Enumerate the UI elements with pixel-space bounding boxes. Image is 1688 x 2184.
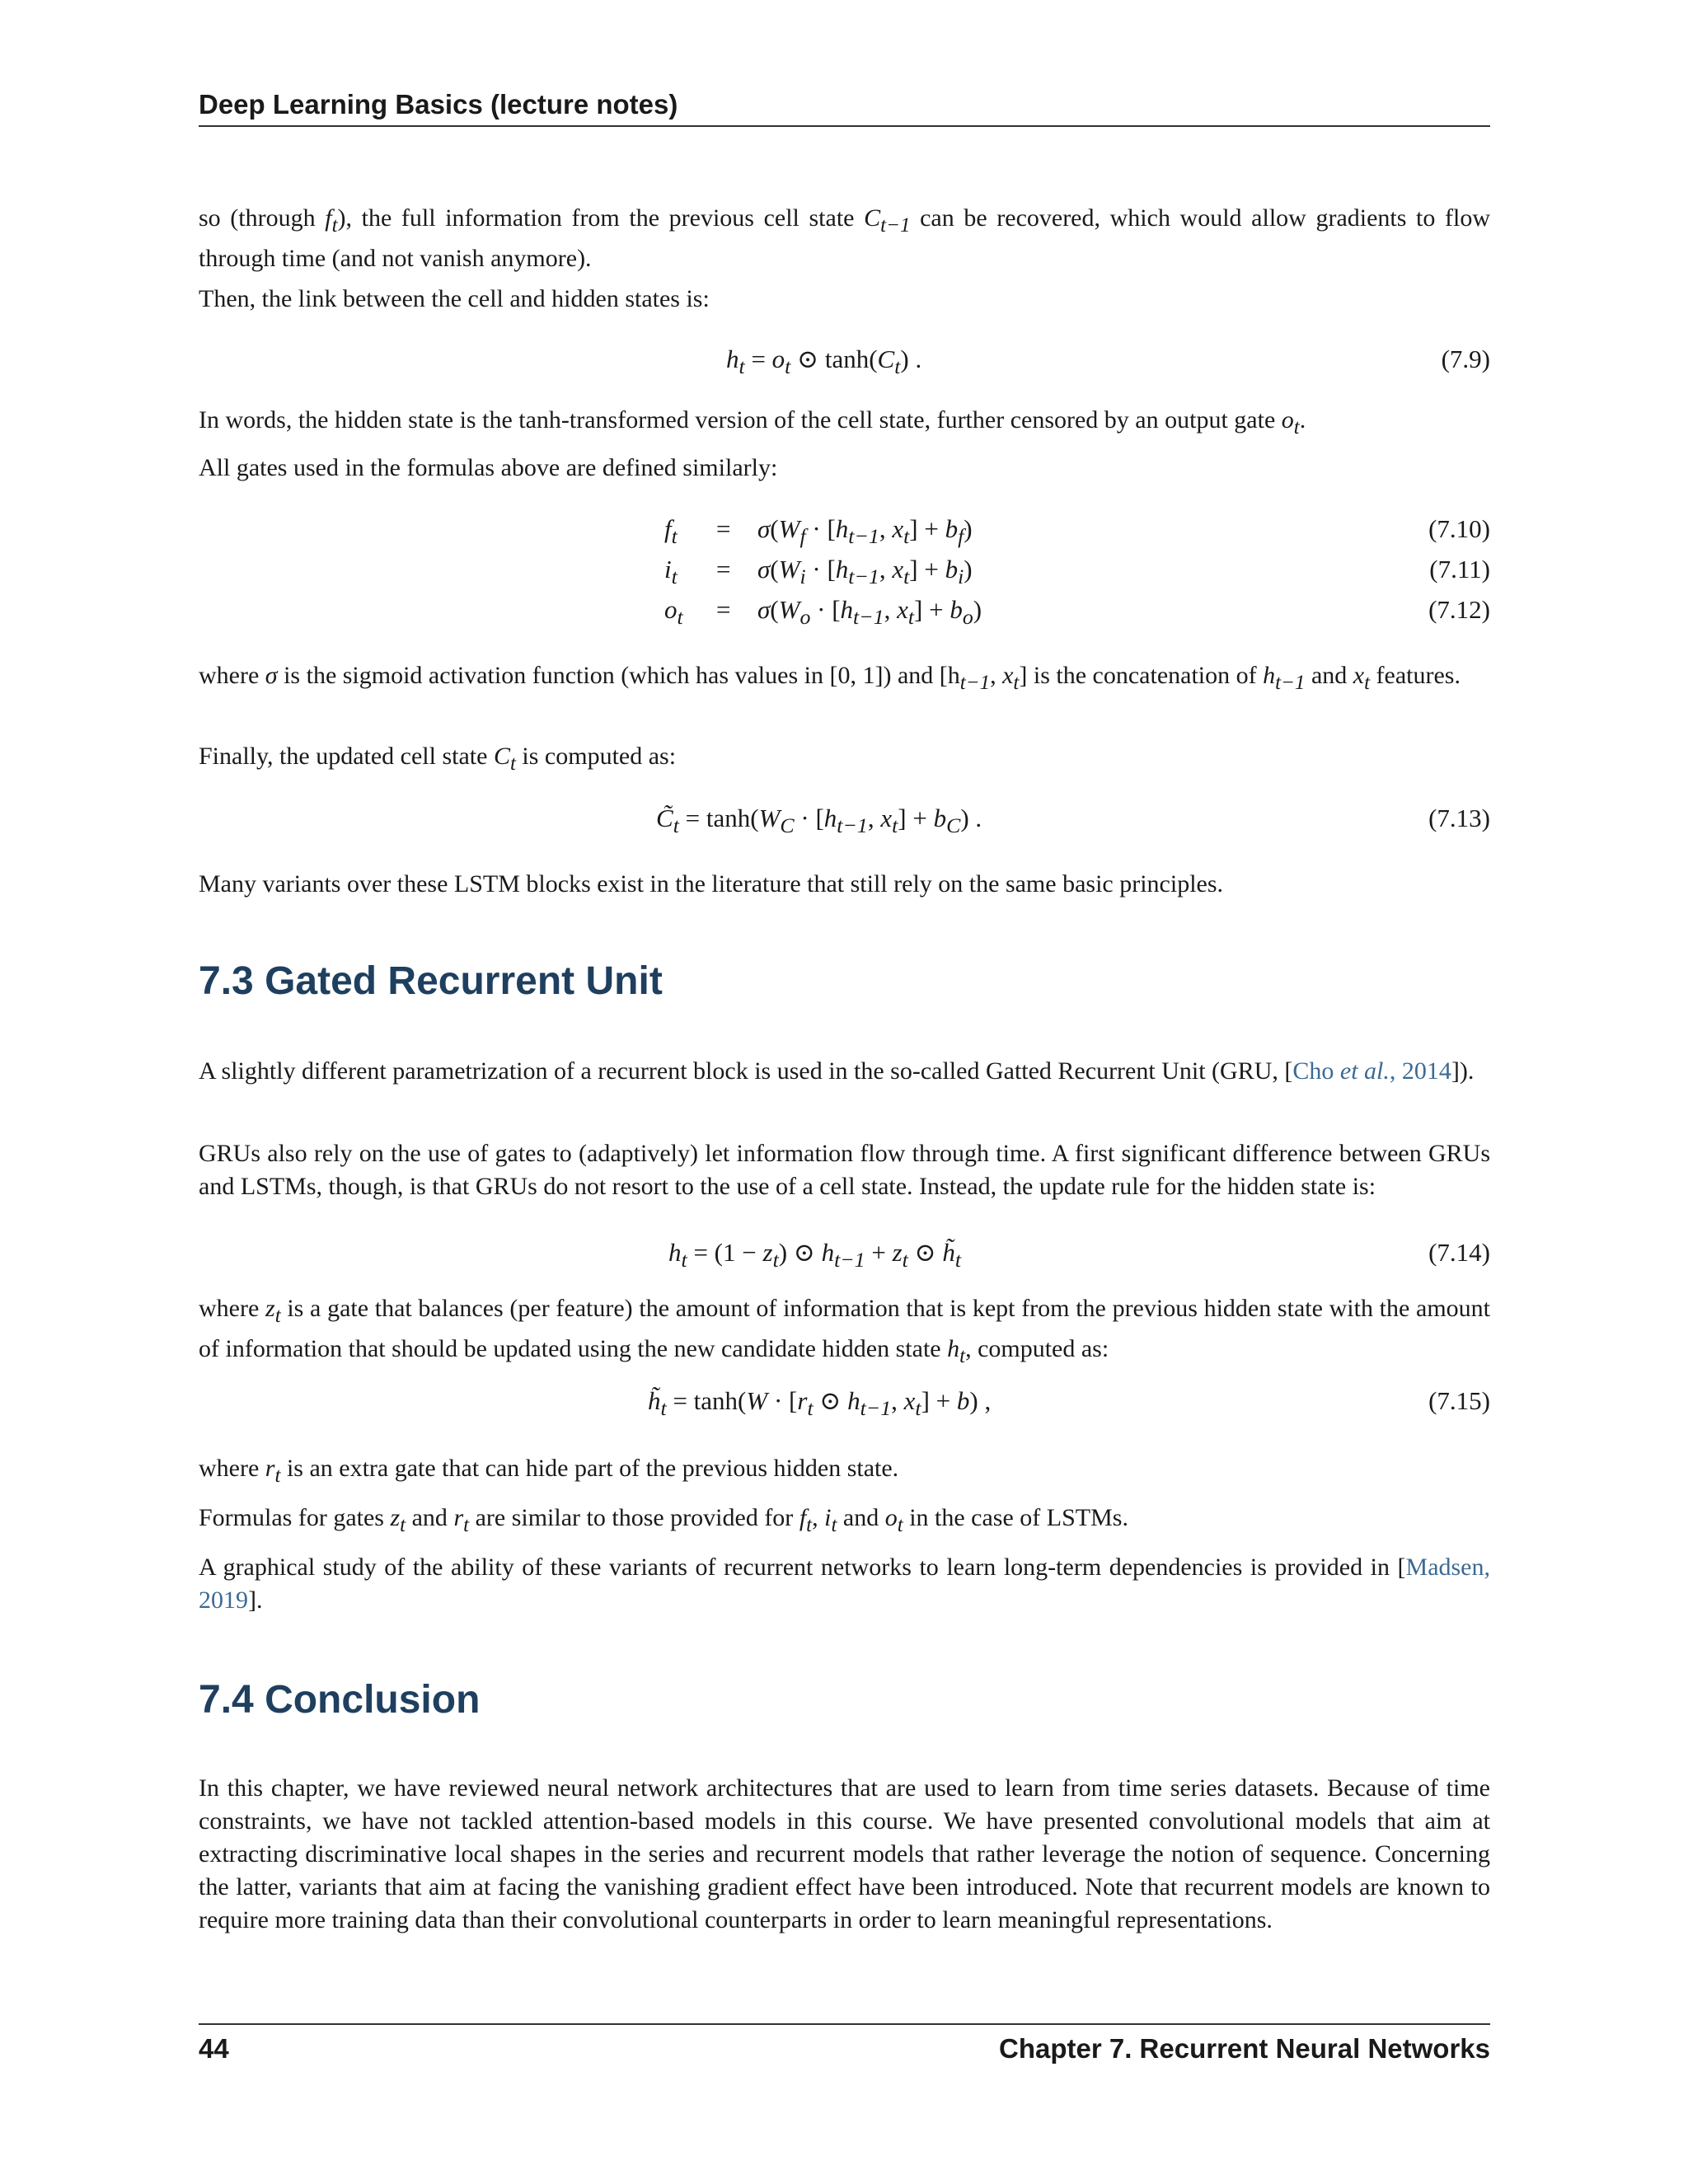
footer [199, 2023, 1490, 2064]
running-header: Deep Learning Basics (lecture notes) [199, 89, 1490, 127]
section-heading-7-4: 7.4 Conclusion [199, 1678, 481, 1722]
citation-link[interactable]: Madsen, 2019 [199, 1554, 1490, 1614]
paragraph: Finally, the updated cell state $C_t$ is computed as: [199, 743, 677, 775]
paragraph: In words, the hidden state is the tanh-transformed version of the cell state, further censored by an output gate $o_t$. [199, 406, 1306, 438]
equation-7-14: $h_t = (1 - z_t)$ ⊙ $h_{t-1} + z_t$ ⊙ $h̃_t$ (7.14) [668, 1238, 1490, 1272]
paragraph: so (through $f_t$), the full information from the previous cell state $C_{t-1}$ can be recovered, which would allow gradients to flow through time (and not vanish anymore). [199, 204, 1490, 272]
paragraph: where $z_t$ is a gate that balances (per feature) the amount of information that is kept from the previous hidden state with the amount of information that should be updated using the new candidate hidden state $h_t$, computed as: [199, 1295, 1490, 1367]
equation-7-10: $f_t$ = $\sigma(W_f \cdot [h_{t-1}$, $x_t] + b_f$) (7.10) [664, 514, 1490, 549]
equation-7-15: $h̃_t = \tanh(W \cdot [r_t$ ⊙ $h_{t-1}$, $x_t] + b$) , (7.15) [648, 1386, 1490, 1421]
paragraph: where σ is the sigmoid activation function (which has values in [0, 1]) and [$h_{t-1}$, $x_t$] is the concatenation of $h_{t-1}$ and $x_t$ features. [199, 662, 1461, 694]
section-heading-7-3: 7.3 Gated Recurrent Unit [199, 959, 663, 1003]
paragraph: GRUs also rely on the use of gates to (adaptively) let information flow through time. A first significant difference between GRUs and LSTMs, though, is that GRUs do not resort to the use of a cell state. Instead, the update rule for the hidden state is: [199, 1140, 1490, 1200]
paragraph: A graphical study of the ability of these variants of recurrent networks to learn long-term dependencies is provided in [Madsen, 2019]. [199, 1554, 1490, 1614]
chapter-title: Chapter 7. Recurrent Neural Networks [998, 2033, 1490, 2064]
paragraph: A slightly different parametrization of a recurrent block is used in the so-called Gatted Recurrent Unit (GRU, [Cho et al., 2014]). [199, 1057, 1475, 1085]
citation-link[interactable]: Cho et al., 2014 [1292, 1057, 1451, 1085]
paragraph: Many variants over these LSTM blocks exist in the literature that still rely on the same basic principles. [199, 870, 1224, 898]
paragraph: All gates used in the formulas above are defined similarly: [199, 454, 778, 481]
equation-7-11: $i_t$ = $\sigma(W_i \cdot [h_{t-1}$, $x_t] + b_i$) (7.11) [664, 555, 1490, 589]
equation-7-9: $h_t = o_t$ ⊙ $\tanh(C_t)$ . (7.9) [726, 344, 1490, 379]
equation-7-13: $C̃_t = \tanh(W_C \cdot [h_{t-1}$, $x_t] + b_C$) . (7.13) [656, 804, 1490, 838]
paragraph: Then, the link between the cell and hidden states is: [199, 285, 710, 312]
equation-7-12: $o_t$ = $\sigma(W_o \cdot [h_{t-1}$, $x_t] + b_o$) (7.12) [664, 595, 1490, 630]
paragraph: Formulas for gates $z_t$ and $r_t$ are similar to those provided for $f_t$, $i_t$ and $o_t$ in the case of LSTMs. [199, 1504, 1128, 1536]
paragraph: In this chapter, we have reviewed neural network architectures that are used to learn from time series datasets. Because of time constraints, we have not tackled attention-based models in this course. We have presented convolutional models that aim at extracting discriminative local shapes in the series and recurrent models that rather leverage the notion of sequence. Concerning the latter, variants that aim at facing the vanishing gradient effect have been introduced. Note that recurrent models are known to require more training data than their convolutional counterparts in order to learn meaningful representations. [199, 1774, 1490, 1933]
page-number: 44 [199, 2033, 229, 2064]
paragraph: where $r_t$ is an extra gate that can hide part of the previous hidden state. [199, 1455, 899, 1487]
